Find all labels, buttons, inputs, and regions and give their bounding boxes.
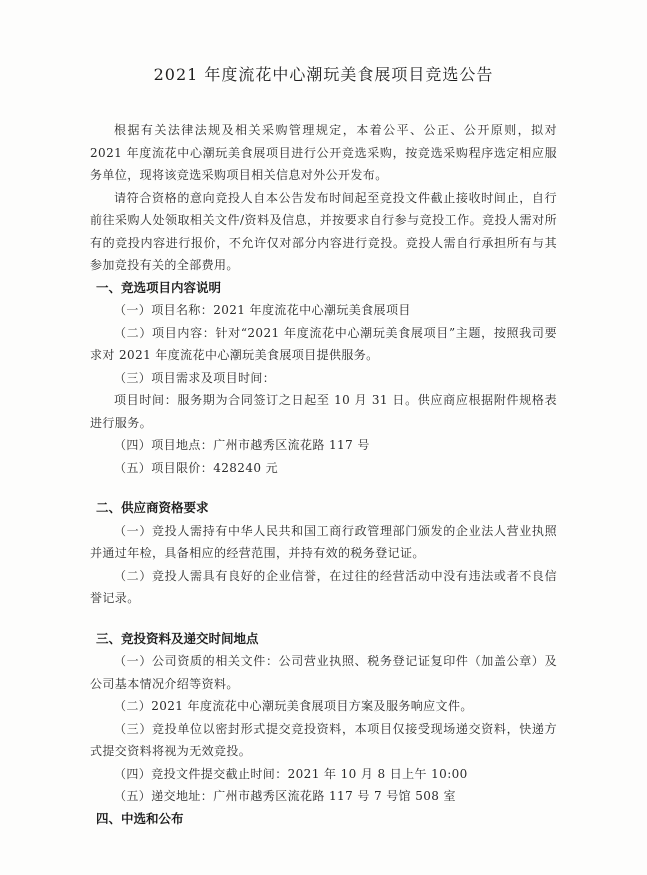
- section-1-item-3-detail: 项目时间：服务期为合同签订之日起至 10 月 31 日。供应商应根据附件规格表进行服务。: [90, 393, 557, 430]
- intro-paragraph-2: 请符合资格的意向竞投人自本公告发布时间起至竞投文件截止接收时间止，自行前往采购人处领取相关文件/资料及信息，并按要求自行参与竞投工作。竞投人需对所有的竞投内容进行报价，不允许仅对部分内容进行竞投。竞投人需自行承担所有与其参加竞投有关的全部费用。: [90, 190, 557, 272]
- document-title: 2021 年度流花中心潮玩美食展项目竞选公告: [153, 65, 494, 84]
- section-2-item-2: （二）竞投人需具有良好的企业信誉，在过往的经营活动中没有违法或者不良信誉记录。: [90, 568, 557, 605]
- section-3-item-5: （五）递交地址：广州市越秀区流花路 117 号 7 号馆 508 室: [114, 789, 456, 803]
- intro-paragraph-1: 根据有关法律法规及相关采购管理规定，本着公平、公正、公开原则，拟对 2021 年度流花中心潮玩美食展项目进行公开竞选采购，按竞选采购程序选定相应服务单位，现将该竞选采购项目相关信息对外公开发布。: [90, 123, 557, 182]
- section-4-heading: 四、中选和公布: [96, 810, 184, 826]
- section-3-item-1: （一）公司资质的相关文件：公司营业执照、税务登记证复印件（加盖公章）及公司基本情况介绍等资料。: [90, 654, 557, 691]
- section-2-heading: 二、供应商资格要求: [96, 500, 209, 515]
- section-2-item-1: （一）竞投人需持有中华人民共和国工商行政管理部门颁发的企业法人营业执照并通过年检，具备相应的经营范围，并持有效的税务登记证。: [90, 523, 557, 560]
- section-3-heading: 三、竞投资料及递交时间地点: [96, 630, 259, 646]
- section-1-heading: 一、竞选项目内容说明: [96, 279, 222, 295]
- section-1-item-4: （四）项目地点：广州市越秀区流花路 117 号: [114, 438, 370, 452]
- section-1-item-2: （二）项目内容：针对“2021 年度流花中心潮玩美食展项目”主题，按照我司要求对 2021 年度流花中心潮玩美食展项目提供服务。: [90, 325, 557, 362]
- section-1-item-5: （五）项目限价：428240 元: [114, 460, 279, 475]
- section-3-item-2: （二）2021 年度流花中心潮玩美食展项目方案及服务响应文件。: [114, 699, 473, 713]
- section-3-item-4: （四）竞投文件提交截止时间：2021 年 10 月 8 日上午 10:00: [114, 766, 468, 781]
- section-1-item-3: （三）项目需求及项目时间：: [114, 370, 276, 385]
- section-1-item-1: （一）项目名称：2021 年度流花中心潮玩美食展项目: [114, 303, 411, 317]
- section-3-item-3: （三）竞投单位以密封形式提交竞投资料，本项目仅接受现场递交资料，快递方式提交资料将视为无效竞投。: [90, 721, 557, 758]
